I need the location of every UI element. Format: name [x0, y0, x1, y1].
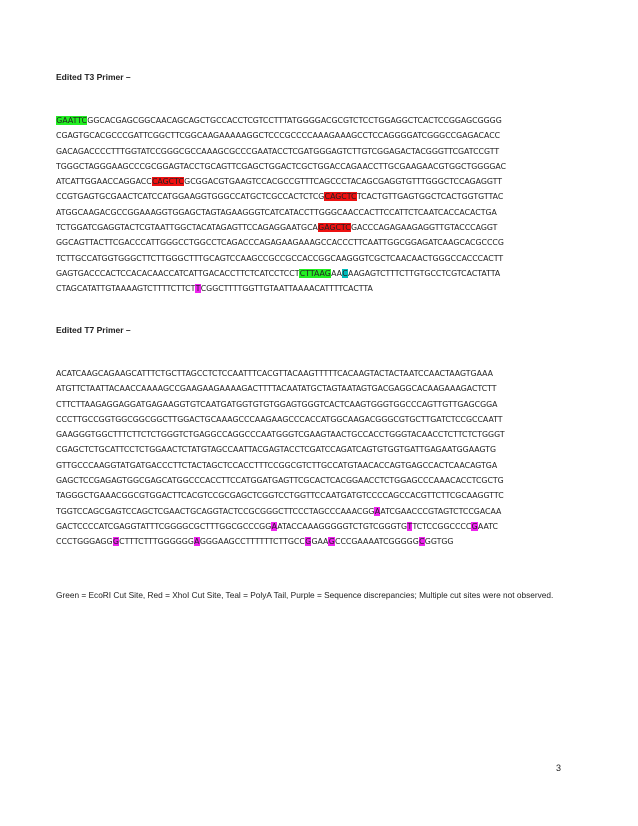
sequence-text: AATC [477, 521, 498, 531]
sequence-text: GCGGACGTGAAGTCCACGCCGTTTCAGCCCTACAGCGAGGTGTTTGGGCTCCAGAGGTT [184, 177, 503, 187]
sequence-discrepancy-highlight: G [471, 521, 478, 531]
sequence-discrepancy-highlight: A [374, 506, 381, 516]
t7-sequence-line [56, 442, 596, 457]
t7-sequence-line [56, 366, 596, 381]
t3-sequence-line [56, 174, 596, 189]
t7-sequence-line [56, 458, 596, 473]
polya-tail-highlight: C [342, 268, 348, 278]
sequence-text: ATCGAACCCGTAGTCTCCGACAA [380, 506, 502, 516]
t7-sequence-line [56, 381, 596, 396]
sequence-text: CGAGTGCACGCCCGATTCGGCTTCGGCAAGAAAAAGGCTCCCGCCCCAAAGAAAGCCTCCAGGGGATCGGGCCGAGACACC [56, 131, 501, 141]
sequence-text: ATGGCAAGACGCCGGAAAGGTGGAGCTAGTAGAAGGGTCATCATACCTTGGGCAACCACTTCCATTCTCAATCACCACACTGA [56, 207, 497, 217]
sequence-text: GACCCAGAGAAGAGGTTGTACCCAGGT [350, 223, 498, 233]
t7-sequence-line [56, 488, 596, 503]
sequence-text: GAGTGACCCACTCCACACAACCATCATTGACACCTTCTCATCCTCCT [56, 268, 300, 278]
t3-sequence-line [56, 144, 596, 159]
sequence-text: ATCATTGGAACCAGGACC [56, 177, 152, 187]
sequence-text: GTTGCCCAAGGTATGATGACCCTTCTACTAGCTCCACCTTTCCGGCGTCTTGCCATGTAACACCAGTGAGCCACTCAACAGTGA [56, 460, 498, 470]
t7-sequence-line [56, 473, 596, 488]
page-number: 3 [556, 763, 562, 773]
sequence-text: AAGAGTCTTTCTTGTGCCTCGTCACTATTA [348, 268, 501, 278]
sequence-text: ACATCAAGCAGAAGCATTTCTGCTTAGCCTCTCCAATTTCACGTTACAAGTTTTTCACAAGTACTACTAATCCAACTAAGTGAAA [56, 369, 494, 378]
t7-sequence-line [56, 397, 596, 412]
sequence-discrepancy-highlight: A [194, 537, 200, 547]
sequence-text: CGAGCTCTGCATTCCTCTGGAACTCTATGTAGCCAATTACGAGTACCTCGATCCAGATCAGTGTGGTGATTGAGAATGGAAGTG [56, 445, 497, 455]
t7-sequence-line [56, 534, 596, 549]
t7-sequence-line [56, 427, 596, 442]
t7-sequence [56, 366, 596, 550]
sequence-text: CTTCTTAAGAGGAGGATGAGAAGGTGTCAATGATGGTGTGTGGAGTGGGTCACTCAAGTGGGTGGCCCAGTTGTTGAGCGGA [56, 399, 498, 409]
sequence-text: CCGTGAGTGCGAACTCATCCATGGAAGGTGGGCCATGCTCGCCACTCTCG [56, 192, 325, 202]
sequence-text: GGCACGAGCGGCAACAGCAGCTGCCACCTCGTCCTTTATGGGGACGCGTCTCCTGGAGGCTCACTCCGGAGCGGGG [87, 116, 502, 125]
t7-heading: Edited T7 Primer – [56, 325, 131, 335]
t7-sequence-line [56, 504, 596, 519]
t3-sequence [56, 113, 596, 297]
xhoi-cut-site-highlight: GAGCTC [318, 223, 351, 233]
sequence-text: TCACTGTTGAGTGGCTCACTGGTGTTAC [356, 192, 504, 202]
sequence-text: TCTTGCCATGGTGGGCTTCTTGGGCTTTGCAGTCCAAGCCGCCGCCACCGGCAAGGGTCGCTCAACAACTGGGCCACCCACTT [56, 253, 504, 263]
sequence-text: GACAGACCCCTTTGGTATCCGGGCGCCAAAGCGCCCGAATACCTCGATGGGAGTCTTGTCGGAGACTACGGGTTCGATCCGTT [56, 146, 500, 156]
sequence-text: TAGGGCTGAAACGGCGTGGACTTCACGTCCGCGAGCTCGGTCCTGGTTCCAATGATGTCCCCAGCCACGTTCTTCGCAAGGTTC [56, 491, 504, 501]
sequence-discrepancy-highlight: T [407, 521, 413, 531]
sequence-text: GAA [311, 537, 329, 547]
sequence-text: CTAGCATATTGTAAAAGTCTTTTCTTCT [56, 284, 196, 294]
sequence-text: GACTCCCCATCGAGGTATTTCGGGGCGCTTTGGCGCCCGG [56, 521, 272, 531]
sequence-discrepancy-highlight: G [112, 537, 119, 547]
t7-sequence-line [56, 412, 596, 427]
sequence-text: CTTTCTTTGGGGGG [119, 537, 194, 547]
color-legend: Green = EcoRI Cut Site, Red = XhoI Cut Site, Teal = PolyA Tail, Purple = Sequence discrepancies; Multiple cut sites were not observed. [56, 590, 554, 600]
sequence-discrepancy-highlight: G [328, 537, 335, 547]
ecori-cut-site-highlight: CTTAAG [299, 268, 331, 278]
t3-sequence-line [56, 220, 596, 235]
t3-sequence-line [56, 235, 596, 250]
sequence-discrepancy-highlight: C [419, 537, 425, 547]
t3-sequence-line [56, 159, 596, 174]
sequence-text: CGGCTTTTGGTTGTAATTAAAACATTTTCACTTA [200, 284, 373, 294]
t3-sequence-line [56, 113, 596, 128]
t3-sequence-line [56, 128, 596, 143]
xhoi-cut-site-highlight: CAGCTC [151, 177, 184, 187]
sequence-text: GAAGGGTGGCTTTCTTCTCTGGGTCTGAGGCCAGGCCCAATGGGTCGAAGTAACTGCCACCTGGGTACAACCTCTTCTCTGGGT [56, 430, 505, 440]
sequence-discrepancy-highlight: A [271, 521, 277, 531]
t3-sequence-line [56, 266, 596, 281]
sequence-text: ATACCAAAGGGGGTCTGTCGGGTG [277, 521, 408, 531]
xhoi-cut-site-highlight: CAGCTC [324, 192, 357, 202]
sequence-text: CCCGAAAATCGGGGG [335, 537, 419, 547]
sequence-text: GGCAGTTACTTCGACCCATTGGGCCTGGCCTCAGACCCAGAGAAGAAAGCCACCCTTCAATTGGCGGAGATCAAGCACGCCCG [56, 238, 504, 248]
sequence-discrepancy-highlight: T [195, 284, 201, 294]
sequence-text: CCCTGGGAGG [56, 537, 113, 547]
t3-sequence-line [56, 251, 596, 266]
ecori-cut-site-highlight: GAATTC [56, 116, 87, 125]
t7-sequence-line [56, 519, 596, 534]
sequence-text: TGGTCCAGCGAGTCCAGCTCGAACTGCAGGTACTCCGCGGGCTTCCCTAGCCCAAACGG [56, 506, 375, 516]
t3-sequence-line [56, 189, 596, 204]
t3-heading: Edited T3 Primer – [56, 72, 131, 82]
sequence-text: TGGGCTAGGGAAGCCCGCGGAGTACCTGCAGTTCGAGCTGGACTCGCTGGACCAGAACCTTGCGAAGAACGTGGCTGGGGAC [56, 161, 507, 171]
sequence-text: TCTCCGGCCCC [412, 521, 472, 531]
sequence-text: GGTGG [424, 537, 454, 547]
sequence-text: AA [331, 268, 342, 278]
sequence-text: ATGTTCTAATTACAACCAAAAGCCGAAGAAGAAAAGACTTTTACAATATGCTAGTAATAGTGACGAGGCACAAGAAAGACTCTT [56, 384, 497, 394]
sequence-discrepancy-highlight: G [305, 537, 312, 547]
sequence-text: GGGAAGCCTTTTTTCTTGCC [199, 537, 305, 547]
sequence-text: CCCTTGCCGGTGGCGGCGGCTTGGACTGCAAAGCCCAAGAAGCCCACCATGGCAAGACGGGCGTGCTTGATCTCCGCCAATT [56, 414, 503, 424]
t3-sequence-line [56, 281, 596, 296]
t3-sequence-line [56, 205, 596, 220]
sequence-text: TCTGGATCGAGGTACTCGTAATTGGCTACATAGAGTTCCAGAGGAATGCA [56, 223, 318, 233]
sequence-text: GAGCTCCGAGAGTGGCGAGCATGGCCCACCTTCCATGGATGAGTTCGCACTCACGGAACCTCTGGAGCCCAAACACCTCGCTG [56, 476, 504, 486]
